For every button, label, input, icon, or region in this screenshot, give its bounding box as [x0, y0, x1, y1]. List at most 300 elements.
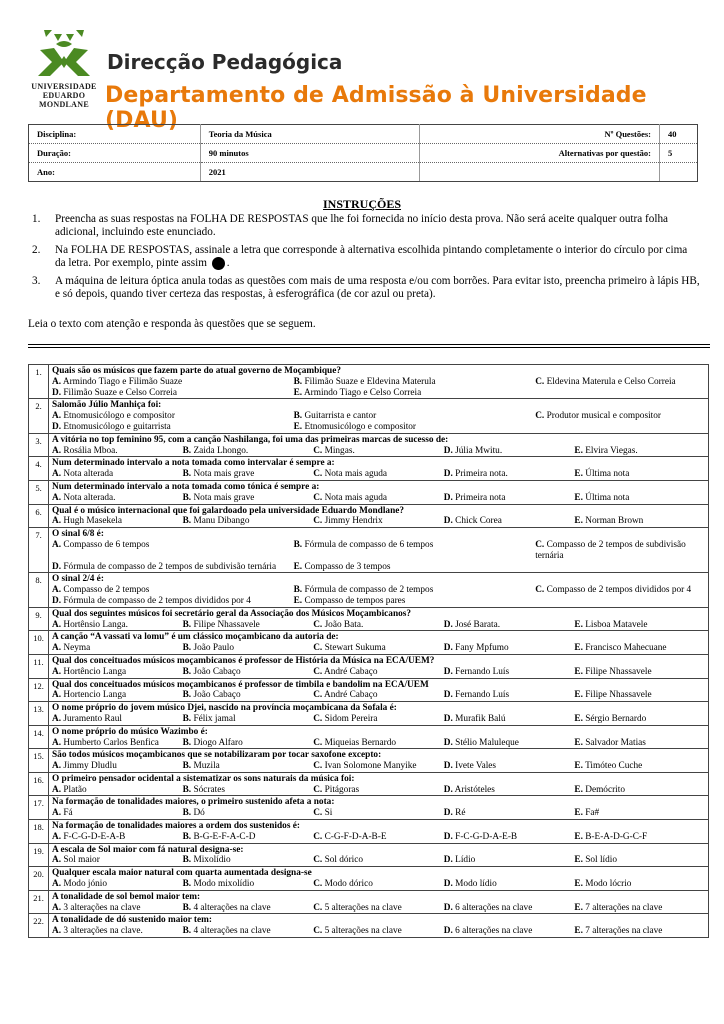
option-letter: D.: [443, 619, 453, 630]
answer-option: [52, 516, 183, 527]
option-text: Norman Brown: [585, 516, 644, 527]
answer-option: [294, 596, 621, 607]
option-letter: E.: [574, 690, 583, 701]
option-letter: B.: [182, 855, 192, 866]
option-letter: C.: [535, 585, 545, 596]
answer-option: [574, 808, 705, 819]
option-text: Fórmula de compasso de 2 tempos de subdivisão ternária: [63, 561, 277, 572]
question-cell: [49, 365, 709, 399]
option-text: Última nota: [585, 469, 630, 480]
question-number: 11.: [29, 654, 49, 678]
question-cell: [49, 796, 709, 820]
option-letter: A.: [52, 469, 62, 480]
option-text: Compasso de 3 tempos: [304, 561, 391, 572]
option-text: Modo jónio: [63, 879, 108, 890]
option-letter: C.: [535, 376, 545, 387]
answer-option: [183, 446, 314, 457]
answer-option: [313, 738, 444, 749]
option-letter: D.: [52, 421, 62, 432]
options-list: [52, 926, 705, 937]
question-cell: [49, 772, 709, 796]
option-letter: C.: [313, 619, 323, 630]
option-text: Última nota: [585, 492, 630, 503]
question-text: O primeiro pensador ocidental a sistematizar os sons naturais da música foi:: [52, 773, 355, 784]
ano-label: Ano:: [29, 163, 201, 182]
filled-circle-icon: [212, 257, 225, 270]
answer-option: [183, 879, 314, 890]
option-text: Nota alterada.: [63, 492, 116, 503]
question-number: 12.: [29, 678, 49, 702]
question-text: Na formação de tonalidades maiores, o primeiro sustenido afeta a nota:: [52, 797, 335, 808]
option-text: Etnomusicólogo e compositor: [304, 421, 417, 432]
answer-option: [313, 667, 444, 678]
answer-option: [52, 738, 183, 749]
question-text: O nome próprio do músico Wazimbo é:: [52, 726, 208, 737]
instruction-item: [30, 213, 700, 240]
option-text: Armindo Tiago e Celso Correia: [303, 387, 422, 398]
option-letter: C.: [313, 690, 323, 701]
option-letter: B.: [182, 713, 192, 724]
question-text: A tonalidade de sol bemol maior tem:: [52, 891, 201, 902]
answer-option: [183, 643, 314, 654]
option-text: Fa#: [585, 808, 600, 819]
option-letter: B.: [182, 445, 192, 456]
question-number: 14.: [29, 725, 49, 749]
question-text: Salomão Júlio Manhiça foi:: [52, 400, 162, 411]
option-letter: B.: [182, 879, 192, 890]
option-text: Platão: [63, 784, 87, 795]
option-text: Ré: [455, 808, 466, 819]
option-letter: D.: [443, 445, 453, 456]
answer-option: [52, 422, 294, 433]
answer-option: [294, 388, 621, 399]
question-cell: [49, 399, 709, 433]
option-letter: E.: [574, 445, 583, 456]
question-row: [29, 890, 709, 914]
option-text: Sérgio Bernardo: [585, 713, 647, 724]
option-letter: E.: [574, 737, 583, 748]
option-text: Modo lócrio: [585, 879, 632, 890]
option-text: Nota alterada: [63, 469, 114, 480]
question-cell: [49, 843, 709, 867]
answer-option: [313, 903, 444, 914]
option-letter: A.: [52, 855, 62, 866]
option-text: B-E-A-D-G-C-F: [585, 831, 648, 842]
options-list: [52, 493, 705, 504]
lead-text: Leia o texto com atenção e responda às questões que se seguem.: [28, 318, 316, 330]
question-cell: [49, 725, 709, 749]
question-number: 9.: [29, 607, 49, 631]
question-row: [29, 820, 709, 844]
answer-option: [313, 469, 444, 480]
option-text: Muzila: [193, 761, 220, 772]
option-letter: C.: [313, 737, 323, 748]
question-row: [29, 399, 709, 433]
options-list: [52, 903, 705, 914]
option-text: Filimão Suaze e Eldevina Materula: [304, 376, 436, 387]
options-list: [52, 761, 705, 772]
option-letter: E.: [574, 784, 583, 795]
answer-option: [574, 493, 705, 504]
option-letter: D.: [443, 808, 453, 819]
answer-option: [444, 808, 575, 819]
logo-emblem-icon: [30, 28, 98, 80]
option-text: André Cabaço: [324, 690, 378, 701]
instruction-text: A máquina de leitura óptica anula todas as questões com mais de uma resposta e/ou com borrões. Para evitar isto, preencha primeiro à lápis HB, e só depois, quando tiver certeza das respostas, à esferográfica (de cor azul ou preta).: [55, 274, 700, 301]
answer-option: [52, 879, 183, 890]
answer-option: [52, 855, 183, 866]
answer-option: [313, 785, 444, 796]
option-letter: B.: [182, 831, 192, 842]
answer-option: [444, 667, 575, 678]
option-letter: A.: [52, 492, 62, 503]
question-text: A tonalidade de dó sustenido maior tem:: [52, 915, 212, 926]
question-text: A canção “A vassati va lomu” é um clássico moçambicano da autoria de:: [52, 632, 339, 643]
option-text: Stewart Sukuma: [324, 643, 386, 654]
question-text: Num determinado intervalo a nota tomada como tónica é sempre a:: [52, 481, 320, 492]
option-letter: B.: [293, 376, 303, 387]
option-text: Nota mais aguda: [324, 492, 388, 503]
answer-option: [574, 690, 705, 701]
option-text: Filipe Nhassavele: [585, 666, 652, 677]
question-text: A vitória no top feminino 95, com a canção Nashilanga, foi uma das primeiras marcas de sucesso de:: [52, 434, 449, 445]
question-number: 22.: [29, 914, 49, 938]
question-number: 19.: [29, 843, 49, 867]
option-letter: A.: [52, 902, 62, 913]
option-text: Sócrates: [193, 784, 225, 795]
options-list: [52, 377, 705, 399]
option-letter: E.: [574, 492, 583, 503]
answer-option: [574, 643, 705, 654]
option-text: Filipe Nhassavele: [585, 690, 652, 701]
option-text: Primeira nota.: [455, 469, 508, 480]
question-row: [29, 573, 709, 607]
option-letter: A.: [52, 539, 62, 550]
option-text: Ivan Solomone Manyike: [324, 761, 417, 772]
option-letter: B.: [182, 666, 192, 677]
divider: [28, 347, 710, 348]
option-text: Hugh Masekela: [63, 516, 122, 527]
instruction-number: 2.: [32, 243, 41, 256]
options-list: [52, 643, 705, 654]
question-text: O sinal 6/8 é:: [52, 529, 104, 540]
question-number: 8.: [29, 573, 49, 607]
option-letter: C.: [313, 761, 323, 772]
question-number: 21.: [29, 890, 49, 914]
answer-option: [183, 667, 314, 678]
answer-option: [444, 516, 575, 527]
option-text: C-G-F-D-A-B-E: [324, 831, 387, 842]
question-number: 15.: [29, 749, 49, 773]
answer-option: [535, 377, 705, 388]
answer-option: [313, 879, 444, 890]
answer-option: [574, 667, 705, 678]
option-letter: D.: [443, 761, 453, 772]
question-number: 1.: [29, 365, 49, 399]
question-row: [29, 457, 709, 481]
answer-option: [444, 714, 575, 725]
answer-option: [183, 855, 314, 866]
option-text: Manu Dibango: [193, 516, 250, 527]
instruction-text: Preencha as suas respostas na FOLHA DE RESPOSTAS que lhe foi fornecida no início desta prova. Não será aceite qualquer outra folha adicional, incluindo este enunciado.: [55, 213, 669, 239]
option-text: Compasso de 2 tempos divididos por 4: [546, 585, 692, 596]
option-letter: B.: [182, 808, 192, 819]
answer-option: [52, 714, 183, 725]
option-text: 3 alterações na clave: [63, 902, 141, 913]
option-letter: E.: [574, 713, 583, 724]
option-letter: A.: [52, 879, 62, 890]
answer-option: [52, 667, 183, 678]
answer-option: [294, 377, 536, 388]
answer-option: [313, 832, 444, 843]
option-text: Compasso de 2 tempos: [63, 585, 150, 596]
question-cell: [49, 678, 709, 702]
answer-option: [52, 377, 294, 388]
option-text: Miqueias Bernardo: [324, 737, 397, 748]
option-text: Modo dórico: [324, 879, 373, 890]
answer-option: [294, 540, 536, 562]
option-text: Etnomusicólogo e compositor: [63, 411, 175, 422]
option-text: Fórmula de compasso de 2 tempos divididos por 4: [63, 595, 251, 606]
header-title: Direcção Pedagógica: [107, 50, 343, 74]
option-letter: A.: [52, 411, 62, 422]
answer-option: [183, 493, 314, 504]
question-row: [29, 654, 709, 678]
answer-option: [52, 761, 183, 772]
answer-option: [444, 879, 575, 890]
question-row: [29, 607, 709, 631]
option-letter: E.: [574, 516, 583, 527]
answer-option: [444, 493, 575, 504]
option-text: Eldevina Materula e Celso Correia: [546, 376, 676, 387]
answer-option: [313, 493, 444, 504]
option-letter: A.: [52, 619, 62, 630]
answer-option: [52, 562, 294, 573]
option-text: Júlia Mwitu.: [455, 445, 503, 456]
question-row: [29, 843, 709, 867]
option-text: Fá: [63, 808, 73, 819]
question-text: Qual é o músico internacional que foi galardoado pela universidade Eduardo Mondlane?: [52, 505, 405, 516]
option-letter: B.: [182, 619, 192, 630]
option-letter: D.: [52, 561, 62, 572]
answer-option: [574, 926, 705, 937]
option-text: Juramento Raul: [63, 713, 122, 724]
num-questoes-value: 40: [660, 125, 698, 144]
option-text: 4 alterações na clave: [193, 902, 271, 913]
answer-option: [444, 446, 575, 457]
option-letter: E.: [293, 387, 303, 398]
option-text: Compasso de 6 tempos: [63, 539, 150, 550]
option-text: Fernando Luís: [455, 666, 510, 677]
question-cell: [49, 631, 709, 655]
answer-option: [444, 469, 575, 480]
option-letter: E.: [574, 761, 583, 772]
answer-option: [183, 690, 314, 701]
answer-option: [52, 620, 183, 631]
option-letter: C.: [313, 831, 323, 842]
option-letter: B.: [182, 690, 192, 701]
question-number: 6.: [29, 504, 49, 528]
option-letter: E.: [574, 666, 583, 677]
option-letter: C.: [535, 411, 545, 422]
option-text: Francisco Mahecuane: [585, 643, 667, 654]
answer-option: [313, 808, 444, 819]
option-letter: A.: [52, 643, 62, 654]
answer-option: [183, 832, 314, 843]
option-text: Primeira nota: [455, 492, 506, 503]
question-number: 17.: [29, 796, 49, 820]
question-number: 2.: [29, 399, 49, 433]
option-letter: B.: [182, 469, 192, 480]
answer-option: [313, 690, 444, 701]
option-letter: E.: [574, 619, 583, 630]
question-number: 10.: [29, 631, 49, 655]
option-letter: D.: [443, 831, 453, 842]
option-text: Ivete Vales: [455, 761, 497, 772]
answer-option: [52, 903, 183, 914]
question-cell: [49, 457, 709, 481]
option-text: Félix jamal: [193, 713, 236, 724]
instructions-list: [30, 213, 700, 306]
option-letter: A.: [52, 713, 62, 724]
option-letter: B.: [182, 643, 192, 654]
option-letter: A.: [52, 808, 62, 819]
question-text: O sinal 2/4 é:: [52, 574, 104, 585]
answer-option: [574, 832, 705, 843]
logo-line-2: EDUARDO: [42, 91, 86, 100]
answer-option: [535, 411, 705, 422]
answer-option: [444, 690, 575, 701]
option-text: 3 alterações na clave.: [63, 926, 143, 937]
question-row: [29, 631, 709, 655]
question-text: Qual dos seguintes músicos foi secretário geral da Associação dos Músicos Moçambicanos?: [52, 608, 412, 619]
instruction-item: [30, 275, 700, 302]
option-text: Lisboa Matavele: [585, 619, 648, 630]
option-text: Si: [324, 808, 333, 819]
option-text: Fórmula de compasso de 6 tempos: [304, 539, 434, 550]
duracao-label: Duração:: [29, 144, 201, 163]
answer-option: [313, 855, 444, 866]
question-row: [29, 702, 709, 726]
answer-option: [52, 446, 183, 457]
question-cell: [49, 480, 709, 504]
option-letter: C.: [313, 926, 323, 937]
question-row: [29, 528, 709, 573]
option-text: Armindo Tiago e Filimão Suaze: [62, 376, 183, 387]
question-text: São todos músicos moçambicanos que se notabilizaram por tocar saxofone excepto:: [52, 750, 382, 761]
answer-option: [574, 785, 705, 796]
option-letter: A.: [52, 585, 62, 596]
option-text: Fany Mpfumo: [455, 643, 509, 654]
option-letter: B.: [293, 539, 303, 550]
option-letter: D.: [52, 595, 62, 606]
option-text: Diogo Alfaro: [193, 737, 243, 748]
option-text: João Bata.: [324, 619, 364, 630]
option-letter: A.: [52, 761, 62, 772]
answer-option: [444, 620, 575, 631]
option-text: 7 alterações na clave: [585, 926, 663, 937]
question-text: O nome próprio do jovem músico Djei, nascido na província moçambicana da Sofala é:: [52, 703, 397, 714]
option-letter: D.: [443, 492, 453, 503]
answer-option: [52, 808, 183, 819]
question-row: [29, 867, 709, 891]
option-letter: A.: [52, 690, 62, 701]
options-list: [52, 469, 705, 480]
question-cell: [49, 654, 709, 678]
option-text: Sol lídio: [585, 855, 618, 866]
option-letter: C.: [313, 445, 323, 456]
answer-option: [313, 714, 444, 725]
option-text: Sol dórico: [324, 855, 364, 866]
option-text: João Cabaço: [193, 690, 241, 701]
options-list: [52, 785, 705, 796]
question-cell: [49, 749, 709, 773]
disciplina-value: Teoria da Música: [200, 125, 420, 144]
answer-option: [52, 540, 294, 562]
option-letter: E.: [574, 469, 583, 480]
option-text: Nota mais grave: [193, 469, 255, 480]
answer-option: [444, 643, 575, 654]
answer-option: [444, 926, 575, 937]
answer-option: [574, 738, 705, 749]
option-text: Mixolídio: [193, 855, 231, 866]
answer-option: [52, 785, 183, 796]
option-letter: B.: [182, 926, 192, 937]
option-letter: D.: [443, 516, 453, 527]
options-list: [52, 879, 705, 890]
option-letter: D.: [443, 879, 453, 890]
answer-option: [183, 926, 314, 937]
option-text: Elvira Viegas.: [585, 445, 638, 456]
option-letter: A.: [52, 737, 62, 748]
option-letter: A.: [52, 516, 62, 527]
question-cell: [49, 867, 709, 891]
answer-option: [294, 585, 536, 596]
option-text: 7 alterações na clave: [585, 902, 663, 913]
option-letter: B.: [182, 492, 192, 503]
option-text: 5 alterações na clave: [324, 902, 402, 913]
info-empty-cell: [420, 163, 660, 182]
option-text: Etnomusicólogo e guitarrista: [63, 421, 171, 432]
question-cell: [49, 607, 709, 631]
question-text: A escala de Sol maior com fá natural designa-se:: [52, 844, 244, 855]
answer-option: [574, 469, 705, 480]
question-row: [29, 749, 709, 773]
option-text: Jimmy Dludlu: [63, 761, 117, 772]
options-list: [52, 585, 705, 607]
option-letter: D.: [443, 469, 453, 480]
logo-line-1: UNIVERSIDADE: [31, 82, 97, 91]
answer-option: [444, 738, 575, 749]
logo-text: [30, 82, 98, 109]
option-text: Fórmula de compasso de 2 tempos: [304, 585, 434, 596]
question-number: 5.: [29, 480, 49, 504]
option-text: 4 alterações na clave: [193, 926, 271, 937]
option-letter: D.: [443, 666, 453, 677]
option-letter: C.: [313, 902, 323, 913]
option-letter: C.: [313, 469, 323, 480]
instruction-item: [30, 244, 700, 271]
option-letter: E.: [574, 831, 583, 842]
question-row: [29, 678, 709, 702]
option-text: Murafik Balú: [455, 713, 506, 724]
answer-option: [313, 926, 444, 937]
option-text: Mingas.: [324, 445, 355, 456]
option-letter: B.: [182, 902, 192, 913]
option-letter: D.: [443, 737, 453, 748]
option-text: Produtor musical e compositor: [546, 411, 661, 422]
option-text: F-C-G-D-E-A-B: [63, 831, 126, 842]
